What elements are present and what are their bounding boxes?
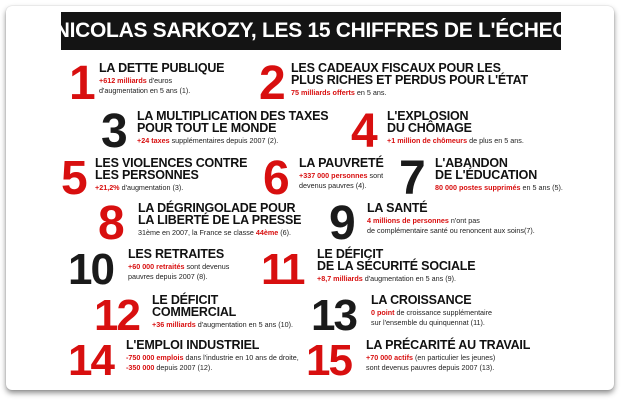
item-number: 15 [306,336,351,385]
item-number: 10 [68,245,113,294]
item-detail: +1 million de chômeurs de plus en 5 ans. [387,136,524,145]
item-detail: 0 point de croissance supplémentaire sur l'ensemble du quinquennat (11). [371,308,493,327]
item-heading: LA PRÉCARITÉ AU TRAVAIL [366,338,531,352]
item-heading: LES CADEAUX FISCAUX POUR LES PLUS RICHES ET PERDUS POUR L'ÉTAT [291,61,528,87]
item-detail: +612 milliards d'euros d'augmentation en 5 ans (1). [99,76,191,95]
item-detail: +70 000 actifs (en particulier les jeunes) sont devenus pauvres depuis 2007 (13). [366,353,496,372]
item-heading: LES VIOLENCES CONTRE LES PERSONNES [95,156,248,182]
item-detail: +8,7 milliards d'augmentation en 5 ans (9). [317,274,457,283]
item-heading: LE DÉFICIT COMMERCIAL [152,293,237,319]
infographic-card [6,6,614,390]
infographic-title: NICOLAS SARKOZY, LES 15 CHIFFRES DE L'ÉCHEC [61,12,561,50]
item-heading: LA MULTIPLICATION DES TAXES POUR TOUT LE MONDE [137,109,329,135]
item-heading: L'ABANDON DE L'ÉDUCATION [435,156,538,182]
item-number: 7 [399,152,424,205]
item-number: 8 [98,197,123,250]
item-heading: LA SANTÉ [367,201,428,215]
item-number: 6 [263,152,288,205]
item-detail: +21,2% d'augmentation (3). [95,183,184,192]
item-number: 11 [261,245,304,294]
item-heading: LE DÉFICIT DE LA SÉCURITÉ SOCIALE [317,247,476,273]
item-detail: +24 taxes supplémentaires depuis 2007 (2). [137,136,279,145]
item-detail: +337 000 personnes sont devenus pauvres (4). [299,171,384,190]
item-number: 12 [94,291,139,340]
item-heading: LES RETRAITES [128,247,225,261]
item-number: 5 [61,152,86,205]
item-detail: 31ème en 2007, la France se classe 44ème (6). [138,228,292,237]
item-number: 9 [329,197,354,250]
item-detail: 75 milliards offerts en 5 ans. [291,88,387,97]
item-detail: +36 milliards d'augmentation en 5 ans (10). [152,320,294,329]
item-detail: 80 000 postes supprimés en 5 ans (5). [435,183,563,192]
item-number: 2 [259,57,284,110]
item-heading: LA CROISSANCE [371,293,472,307]
item-number: 1 [69,57,94,110]
item-number: 13 [311,291,356,340]
item-detail: -750 000 emplois dans l'industrie en 10 ans de droite, -350 000 depuis 2007 (12). [126,353,299,372]
item-detail: 4 millions de personnes n'ont pas de complémentaire santé ou renoncent aux soins(7). [367,216,535,235]
item-number: 3 [101,105,126,158]
item-number: 4 [351,105,376,158]
item-heading: LA DETTE PUBLIQUE [99,61,225,75]
item-heading: L'EXPLOSION DU CHÔMAGE [387,109,472,135]
item-number: 14 [68,336,113,385]
item-heading: LA PAUVRETÉ [299,156,384,170]
item-detail: +60 000 retraités sont devenus pauvres depuis 2007 (8). [128,262,230,281]
item-heading: LA DÉGRINGOLADE POUR LA LIBERTÉ DE LA PRESSE [138,201,302,227]
item-heading: L'EMPLOI INDUSTRIEL [126,338,260,352]
